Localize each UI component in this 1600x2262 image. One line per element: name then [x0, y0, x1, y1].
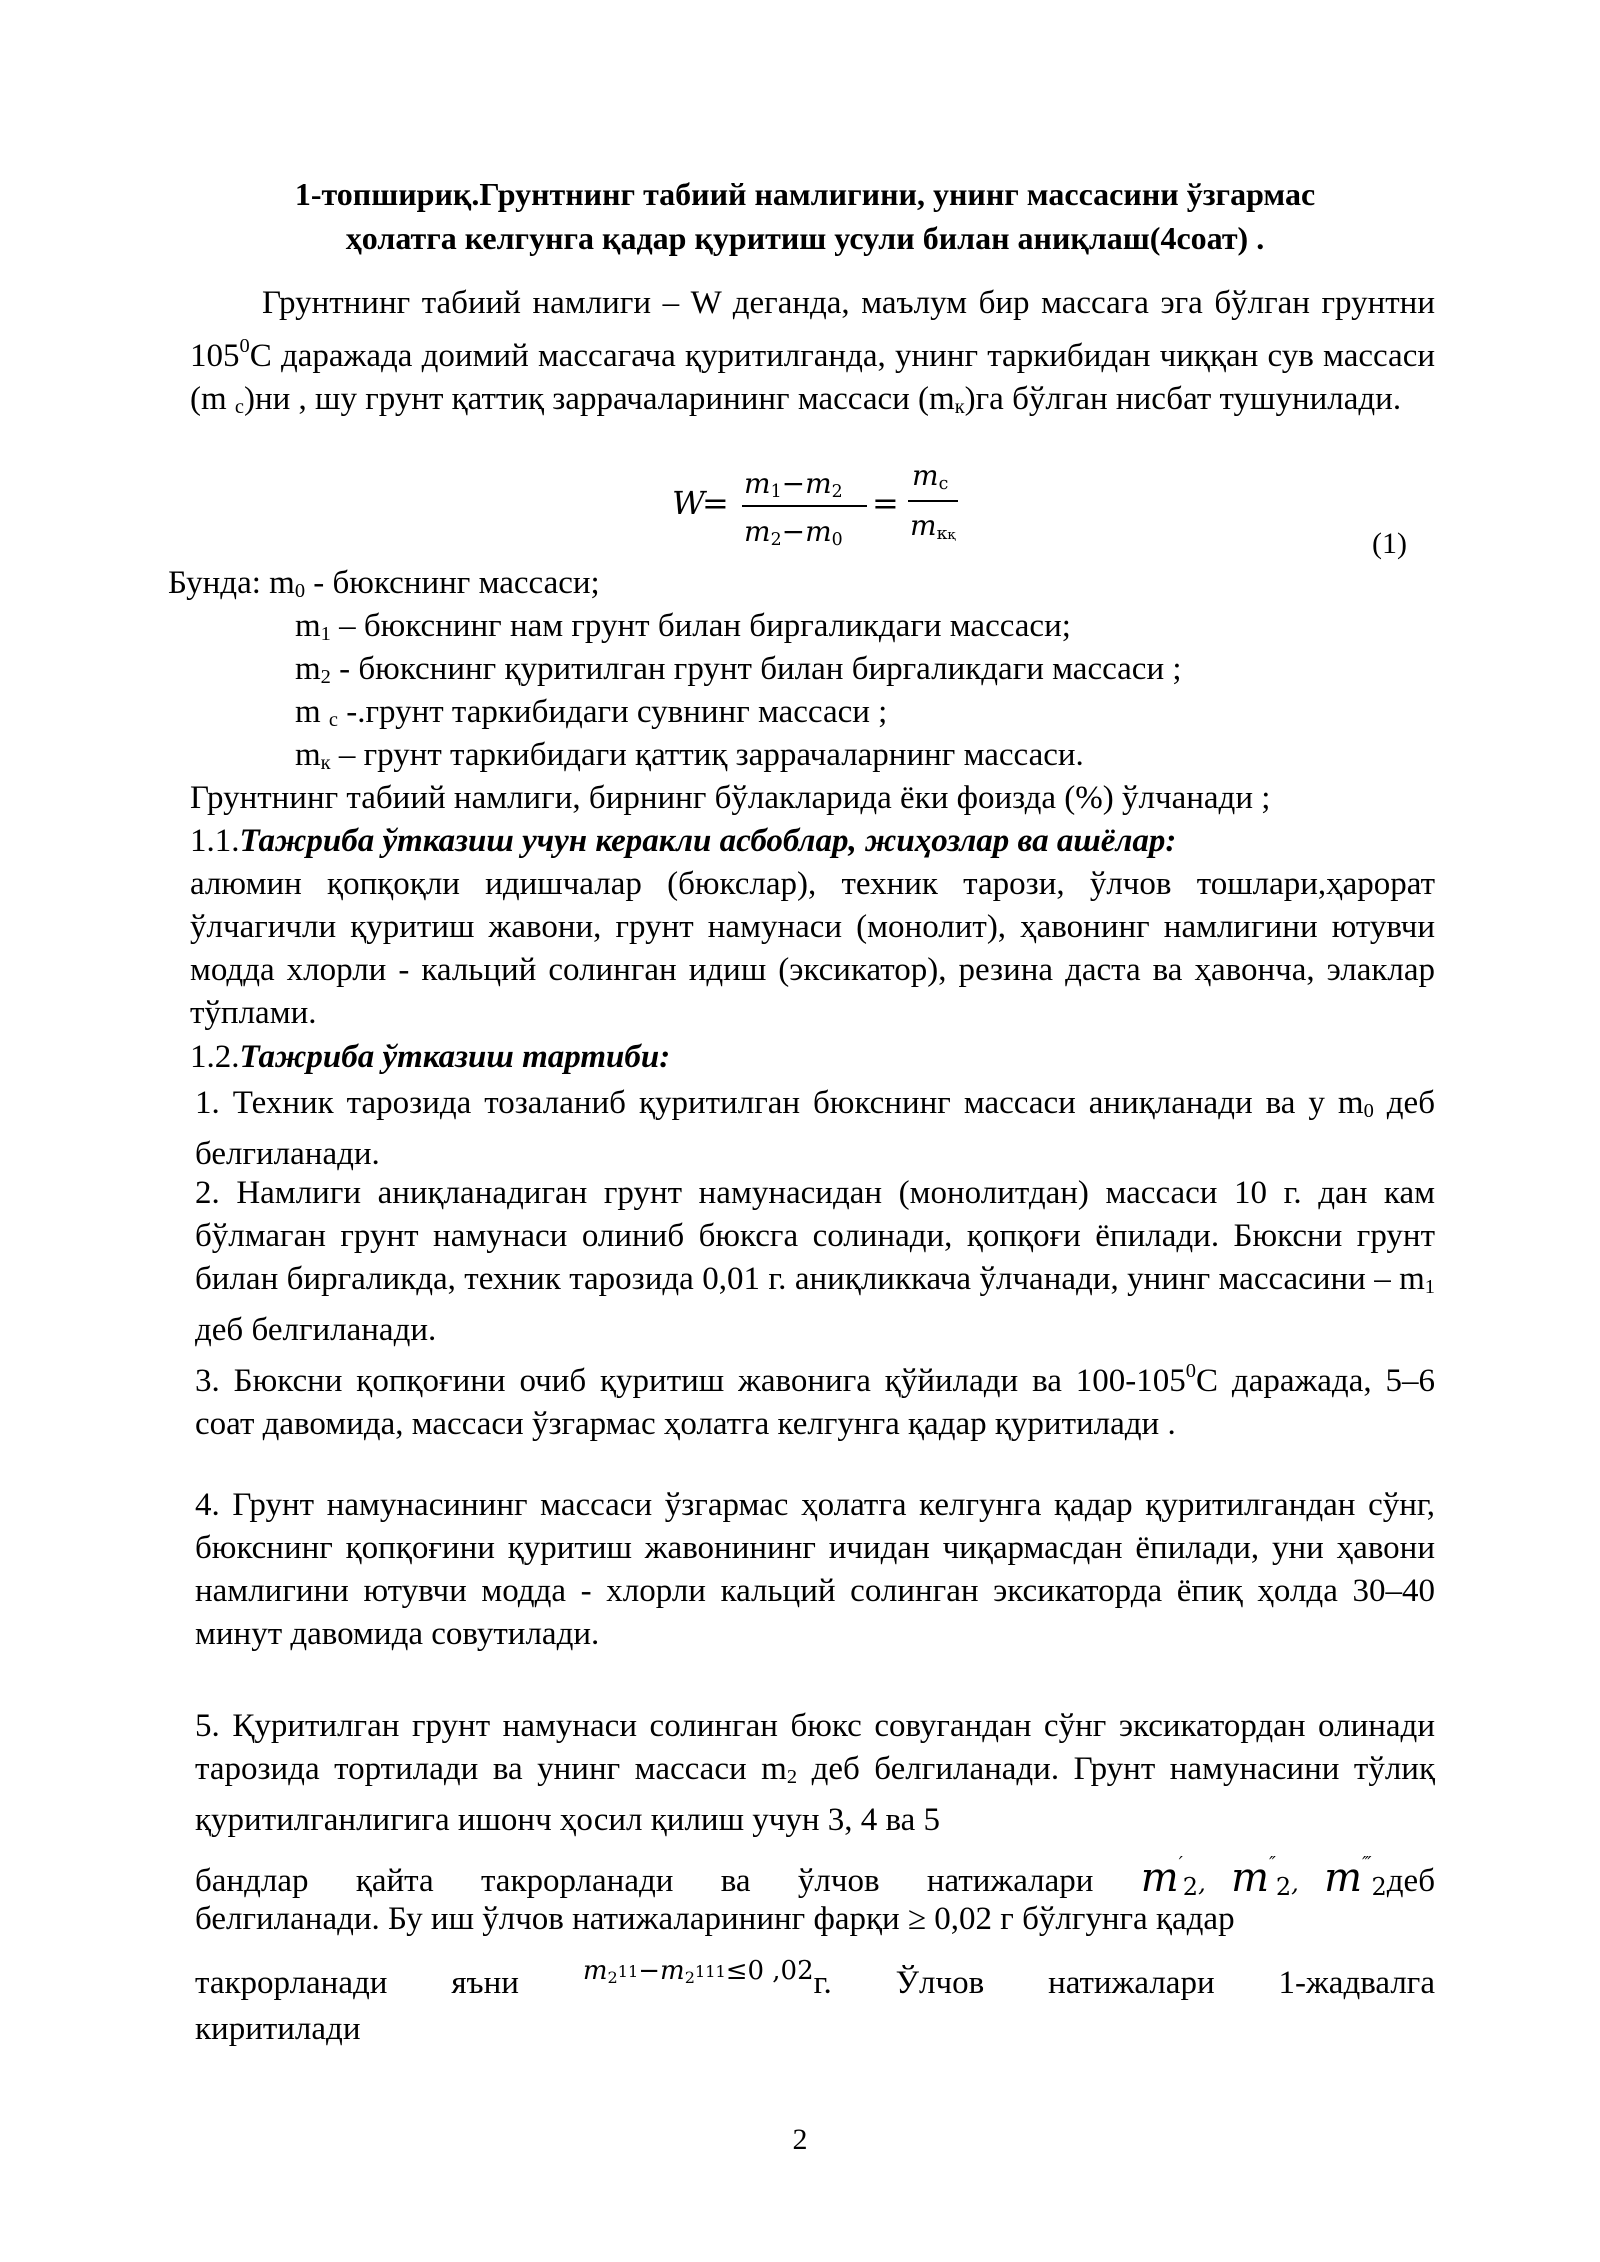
step-2: 2. Намлиги аниқланадиган грунт намунасидан (монолитдан) массаси 10 г. дан кам бўлмаган грунт намунаси олиниб бюксга солинади, қопқоғи ёпилади. Бюксни грунт билан биргаликда, техник тарозида 0,01 г. аниқликкача ўлчанади, унинг массасини – $m_1$ деб белгиланади.	[195, 1175, 1435, 1348]
step-5-line-last: киритилади	[195, 2011, 361, 2047]
legend-item-m1: $m_1$ – бюкснинг нам грунт билан биргаликдаги массаси;	[295, 608, 1071, 645]
step-5-line-measurements: бандлар қайта такрорланади ва ўлчов натижалари $m'_2$, $m''_2$, $m^‴_2деб$	[195, 1842, 1435, 1892]
intro-sub-k: к	[954, 396, 965, 418]
formula-fraction-bar-1	[742, 505, 867, 507]
intro-text-1: Грунтнинг табиий намлиги – W деганда, маълум бир массага эга бўлган грунтни 105	[190, 285, 1435, 374]
formula-denominator-2: $m_{кқ}$	[910, 509, 956, 544]
intro-text-3: )ни , шу грунт қаттиқ заррачаларининг массаси (m	[244, 381, 955, 417]
formula-numerator-1: $m_1-m_2$	[744, 467, 843, 502]
page-number: 2	[792, 2123, 808, 2156]
measure-line: Грунтнинг табиий намлиги, бирнинг бўлакларида ёки фоизда (%) ўлчанади ;	[190, 780, 1271, 816]
formula-1	[670, 450, 970, 560]
title-line-2: ҳолатга келгунга қадар қуритиш усули билан аниқлаш(4соат) .	[345, 220, 1265, 256]
page-title	[170, 172, 1440, 260]
step-5-line-repeat: такрорланади яъни $m_2^{11}-m_2^{111}\le 0$ ,02г. Ўлчов натижалари 1-жадвалга	[195, 1962, 1435, 2008]
intro-degree-sup: 0	[239, 335, 250, 357]
legend-intro: Бунда: $m_0$ - бюкснинг массаси;	[168, 565, 600, 602]
step-3: 3. Бюксни қопқоғини очиб қуритиш жавонига қўйилади ва $100-105^0С$ даражада, 5–6 соат давомида, массаси ўзгармас ҳолатга келгунга қадар қуритилади .	[195, 1360, 1436, 1442]
section-1-2-heading: 1.2.Тажриба ўтказиш тартиби:	[190, 1039, 671, 1075]
section-1-1-heading: 1.1.Тажриба ўтказиш учун керакли асбоблар, жиҳозлар ва ашёлар:	[190, 823, 1177, 859]
formula-numerator-2: $m_c$	[912, 459, 949, 494]
formula-denominator-1: $m_2-m_0$	[744, 515, 843, 550]
intro-paragraph	[190, 282, 1435, 429]
section-1-1-body: алюмин қопқоқли идишчалар (бюкслар), техник тарози, ўлчов тошлари,ҳарорат ўлчагичли қуритиш жавони, грунт намунаси (монолит), ҳавонинг намлигини ютувчи модда хлорли - кальций солинган идиш (эксикатор), резина даста ва ҳавонча, элаклар тўплами.	[190, 866, 1435, 1031]
inequality-formula: $m_2^{11}-m_2^{111}\le 0$ ,02г.	[582, 1956, 832, 2001]
intro-text-2: С даражада доимий массагача қуритилганда, унинг таркибидан чиққан сув массаси (m	[190, 338, 1435, 417]
title-line-1: 1-топшириқ.Грунтнинг табиий намлигини, унинг массасини ўзгармас	[294, 176, 1316, 212]
legend-item-mk: $m_к$ – грунт таркибидаги қаттиқ заррачаларнинг массаси.	[295, 737, 1084, 774]
formula-lhs: W	[672, 484, 705, 522]
step-5-paragraph: 5. Қуритилган грунт намунаси солинган бюкс совугандан сўнг эксикатордан олинади тарозида тортилади ва унинг массаси $m_2$ деб белгиланади. Грунт намунасини тўлиқ қуритилганлигига ишонч ҳосил қилиш учун 3, 4 ва 5	[195, 1708, 1435, 1838]
intro-text-4: )га бўлган нисбат тушунилади.	[964, 381, 1402, 417]
intro-sub-c: с	[234, 396, 244, 418]
formula-eq-1: =	[702, 484, 729, 522]
formula-eq-2: =	[872, 484, 899, 522]
legend-item-mc: m $_с$ -.грунт таркибидаги сувнинг массаси ;	[295, 694, 888, 731]
step-4: 4. Грунт намунасининг массаси ўзгармас ҳолатга келгунга қадар қуритилгандан сўнг, бюкснинг қопқоғини қуритиш жавонининг ичидан чиқармасдан ёпилади, уни ҳавони намлигини ютувчи модда - хлорли кальций солинган эксикаторда ёпиқ ҳолда 30–40 минут давомида совутилади.	[195, 1487, 1435, 1652]
legend-item-m2: $m_2$ - бюкснинг қуритилган грунт билан биргаликдаги массаси ;	[295, 651, 1182, 688]
m2-prime-series: $m'_2$, $m''_2$, $m^‴_2деб$	[1140, 1853, 1435, 1901]
formula-fraction-bar-2	[908, 500, 958, 502]
step-5-line-difference: белгиланади. Бу иш ўлчов натижаларининг фарқи ≥ 0,02 г бўлгунга қадар	[195, 1901, 1235, 1937]
step-1: 1. Техник тарозида тозаланиб қуритилган бюкснинг массаси аниқланади ва у $m_0$ деб белгиланади.	[195, 1085, 1435, 1172]
formula-number: (1)	[1372, 527, 1407, 560]
